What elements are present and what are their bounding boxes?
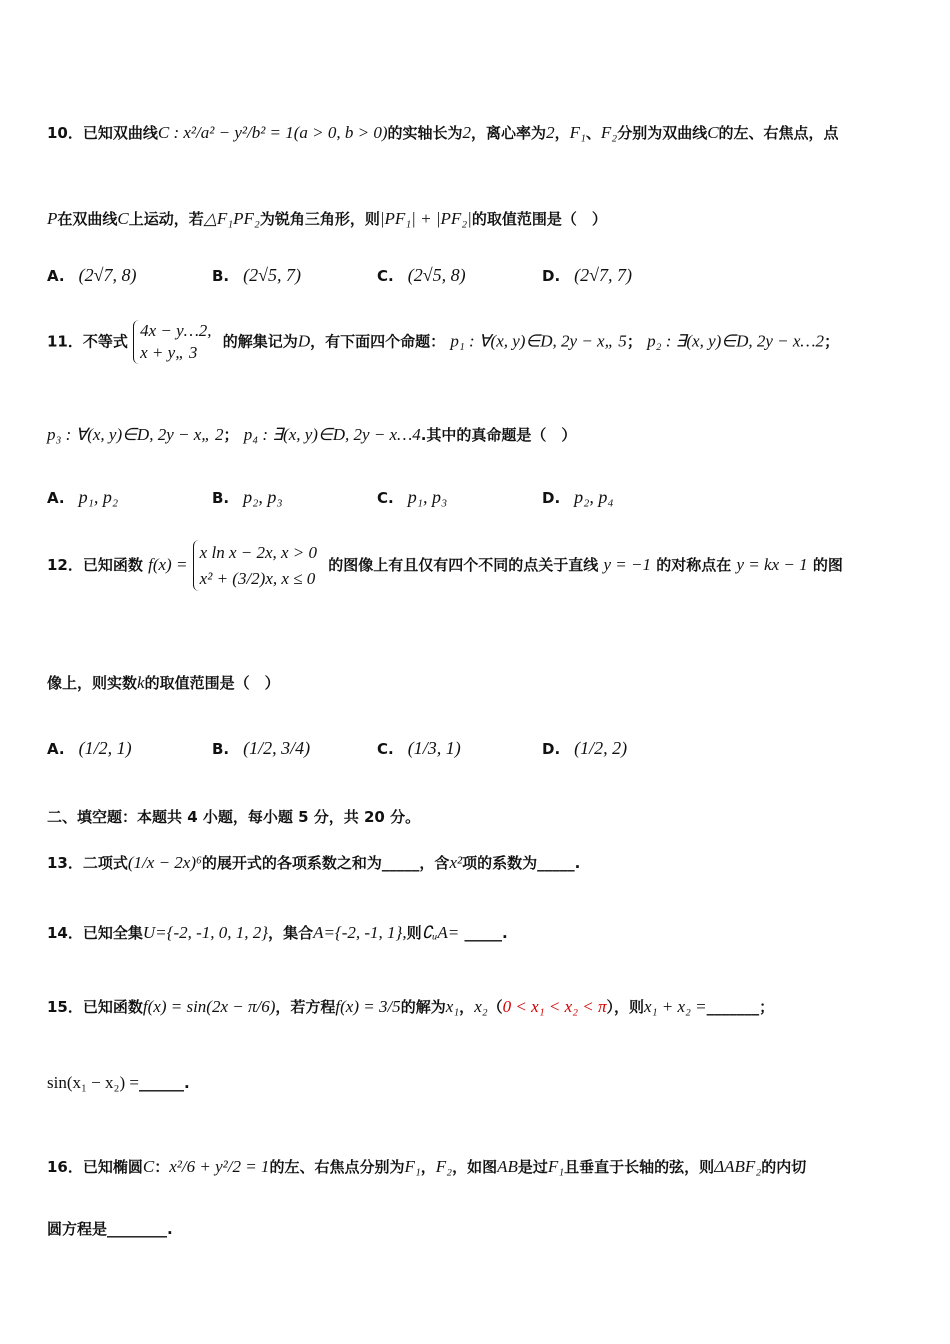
q15-line2: sin(x₁ − x₂) =______. xyxy=(47,1073,190,1092)
q11-option-b[interactable]: B. p₂, p₃ xyxy=(212,487,283,507)
q12-option-d[interactable]: D. (1/2, 2) xyxy=(542,738,628,758)
q15-condition: 0 < x₁ < x₂ < π xyxy=(502,997,607,1016)
q11-option-a[interactable]: A. p₁, p₂ xyxy=(47,487,119,507)
q12-option-c[interactable]: C. (1/3, 1) xyxy=(377,738,461,758)
q11-option-d[interactable]: D. p₂, p₄ xyxy=(542,487,614,507)
q14-line: 14．已知全集U={-2, -1, 0, 1, 2}，集合A={-2, -1, 1},则∁ᵤA= _____. xyxy=(47,923,508,942)
q10-option-a[interactable]: A. (2√7, 8) xyxy=(47,265,137,285)
q10-line1: 10．已知双曲线C : x²/a² − y²/b² = 1(a > 0, b > 0)的实轴长为2，离心率为2，F₁、F₂分别为双曲线C的左、右焦点，点 xyxy=(47,123,839,142)
q10-option-b[interactable]: B. (2√5, 7) xyxy=(212,265,302,285)
q11-line2: p₃ : ∀(x, y)∈D, 2y − x„ 2； p₄ : ∃(x, y)∈D, 2y − x…4.其中的真命题是（ ） xyxy=(47,425,577,444)
q10-line2: P在双曲线C上运动，若△F₁PF₂为锐角三角形，则|PF₁| + |PF₂|的取值范围是（ ） xyxy=(47,209,607,228)
q10-option-d[interactable]: D. (2√7, 7) xyxy=(542,265,633,285)
q13-line: 13．二项式(1/x − 2x)⁶的展开式的各项系数之和为_____，含x²项的系数为_____. xyxy=(47,853,581,872)
q16-line1: 16．已知椭圆C：x²/6 + y²/2 = 1的左、右焦点分别为F₁，F₂，如图AB是过F₁且垂直于长轴的弦，则ΔABF₂的内切 xyxy=(47,1157,807,1176)
q12-piecewise: x ln x − 2x, x > 0 x² + (3/2)x, x ≤ 0 xyxy=(193,540,323,591)
section-title: 二、填空题：本题共 4 小题，每小题 5 分，共 20 分。 xyxy=(47,808,421,826)
q15-line1: 15．已知函数f(x) = sin(2x − π/6)，若方程f(x) = 3/5的解为x₁，x₂（0 < x₁ < x₂ < π），则x₁ + x₂ =_______； xyxy=(47,997,775,1016)
q11-option-c[interactable]: C. p₁, p₃ xyxy=(377,487,448,507)
q11-inequality-system: 4x − y…2, x + y„ 3 xyxy=(133,320,217,364)
q12-option-a[interactable]: A. (1/2, 1) xyxy=(47,738,132,758)
q12-option-b[interactable]: B. (1/2, 3/4) xyxy=(212,738,311,758)
q10-option-c[interactable]: C. (2√5, 8) xyxy=(377,265,466,285)
q12-line1: 12．已知函数 f(x) = x ln x − 2x, x > 0 x² + (3/2)x, x ≤ 0 的图像上有且仅有四个不同的点关于直线 y = −1 的对称点在 y = kx − 1 的图 xyxy=(47,540,910,591)
q12-line2: 像上，则实数k的取值范围是（ ） xyxy=(47,673,280,692)
q16-line2: 圆方程是________. xyxy=(47,1220,173,1238)
q11-line1: 11．不等式 4x − y…2, x + y„ 3 的解集记为D，有下面四个命题： p₁ : ∀(x, y)∈D, 2y − x„ 5； p₂ : ∃(x, y)∈D, 2y − x…2； xyxy=(47,320,910,364)
